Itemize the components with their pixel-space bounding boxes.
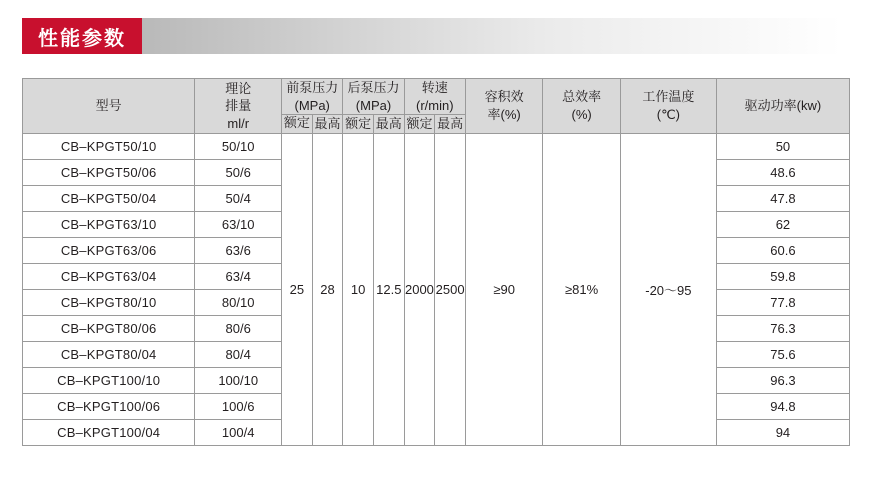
page-title: 性能参数 — [22, 18, 142, 54]
cell-displacement: 50/10 — [195, 133, 282, 159]
cell-rear-rated: 10 — [343, 133, 374, 445]
header-rear-pressure-line1: 后泵压力 — [347, 80, 400, 95]
header-total-efficiency — [543, 79, 620, 134]
cell-model: CB–KPGT63/06 — [23, 237, 195, 263]
header-temp-line2: (℃) — [656, 106, 680, 122]
cell-total-efficiency: ≥81% — [543, 133, 620, 445]
cell-displacement: 63/6 — [195, 237, 282, 263]
header-volumetric-line1: 容积效 — [484, 89, 524, 105]
cell-model: CB–KPGT50/04 — [23, 185, 195, 211]
header-displacement-line2: 排量 — [225, 98, 252, 114]
header-displacement-line1: 理论 — [225, 80, 252, 96]
header-drive-power: 驱动功率(kw) — [716, 79, 849, 134]
cell-model: CB–KPGT63/10 — [23, 211, 195, 237]
cell-drive-power: 60.6 — [716, 237, 849, 263]
spec-table — [22, 78, 850, 446]
cell-front-rated: 25 — [282, 133, 313, 445]
header-speed — [404, 79, 465, 115]
header-total-eff-line2: (%) — [571, 106, 592, 122]
header-rear-max: 最高 — [373, 115, 404, 134]
cell-displacement: 100/10 — [195, 367, 282, 393]
cell-model: CB–KPGT100/10 — [23, 367, 195, 393]
header-volumetric-efficiency — [465, 79, 542, 134]
cell-model: CB–KPGT100/04 — [23, 419, 195, 445]
cell-model: CB–KPGT63/04 — [23, 263, 195, 289]
header-model: 型号 — [23, 79, 195, 134]
cell-model: CB–KPGT50/06 — [23, 159, 195, 185]
cell-displacement: 100/6 — [195, 393, 282, 419]
cell-drive-power: 94.8 — [716, 393, 849, 419]
spec-table-container — [22, 78, 850, 446]
cell-drive-power: 96.3 — [716, 367, 849, 393]
header-row-1 — [23, 79, 850, 115]
cell-displacement: 80/6 — [195, 315, 282, 341]
table-head — [23, 79, 850, 134]
cell-model: CB–KPGT100/06 — [23, 393, 195, 419]
cell-displacement: 80/4 — [195, 341, 282, 367]
cell-drive-power: 50 — [716, 133, 849, 159]
cell-drive-power: 77.8 — [716, 289, 849, 315]
header-displacement-unit: ml/r — [227, 115, 250, 131]
header-front-pressure-unit: (MPa) — [294, 97, 330, 113]
cell-front-max: 28 — [312, 133, 343, 445]
cell-drive-power: 76.3 — [716, 315, 849, 341]
header-work-temperature — [620, 79, 716, 134]
cell-displacement: 63/4 — [195, 263, 282, 289]
header-speed-max: 最高 — [435, 115, 466, 134]
cell-displacement: 100/4 — [195, 419, 282, 445]
table-row — [23, 133, 850, 159]
cell-model: CB–KPGT80/04 — [23, 341, 195, 367]
header-front-pressure — [282, 79, 343, 115]
section-header — [22, 18, 842, 54]
cell-displacement: 63/10 — [195, 211, 282, 237]
cell-model: CB–KPGT80/10 — [23, 289, 195, 315]
header-rear-pressure-unit: (MPa) — [355, 97, 392, 113]
header-total-eff-line1: 总效率 — [562, 89, 602, 105]
table-body — [23, 133, 850, 445]
header-rear-rated: 额定 — [343, 115, 374, 134]
cell-drive-power: 94 — [716, 419, 849, 445]
cell-displacement: 50/6 — [195, 159, 282, 185]
cell-drive-power: 62 — [716, 211, 849, 237]
header-temp-line1: 工作温度 — [642, 89, 695, 105]
cell-work-temperature: -20～95 — [620, 133, 716, 445]
header-front-max: 最高 — [312, 115, 343, 134]
cell-volumetric-efficiency: ≥90 — [465, 133, 542, 445]
cell-drive-power: 59.8 — [716, 263, 849, 289]
cell-speed-rated: 2000 — [404, 133, 435, 445]
cell-drive-power: 75.6 — [716, 341, 849, 367]
cell-model: CB–KPGT80/06 — [23, 315, 195, 341]
cell-displacement: 50/4 — [195, 185, 282, 211]
header-rear-pressure — [343, 79, 404, 115]
cell-rear-max: 12.5 — [373, 133, 404, 445]
header-gradient-bar — [142, 18, 842, 54]
header-front-pressure-line1: 前泵压力 — [286, 80, 339, 95]
cell-model: CB–KPGT50/10 — [23, 133, 195, 159]
cell-displacement: 80/10 — [195, 289, 282, 315]
cell-speed-max: 2500 — [435, 133, 466, 445]
header-speed-rated: 额定 — [404, 115, 435, 134]
header-displacement — [195, 79, 282, 134]
header-speed-line1: 转速(r/min) — [415, 80, 454, 113]
header-volumetric-line2: 率(%) — [487, 106, 521, 122]
cell-drive-power: 48.6 — [716, 159, 849, 185]
cell-drive-power: 47.8 — [716, 185, 849, 211]
header-front-rated: 额定 — [282, 115, 313, 134]
